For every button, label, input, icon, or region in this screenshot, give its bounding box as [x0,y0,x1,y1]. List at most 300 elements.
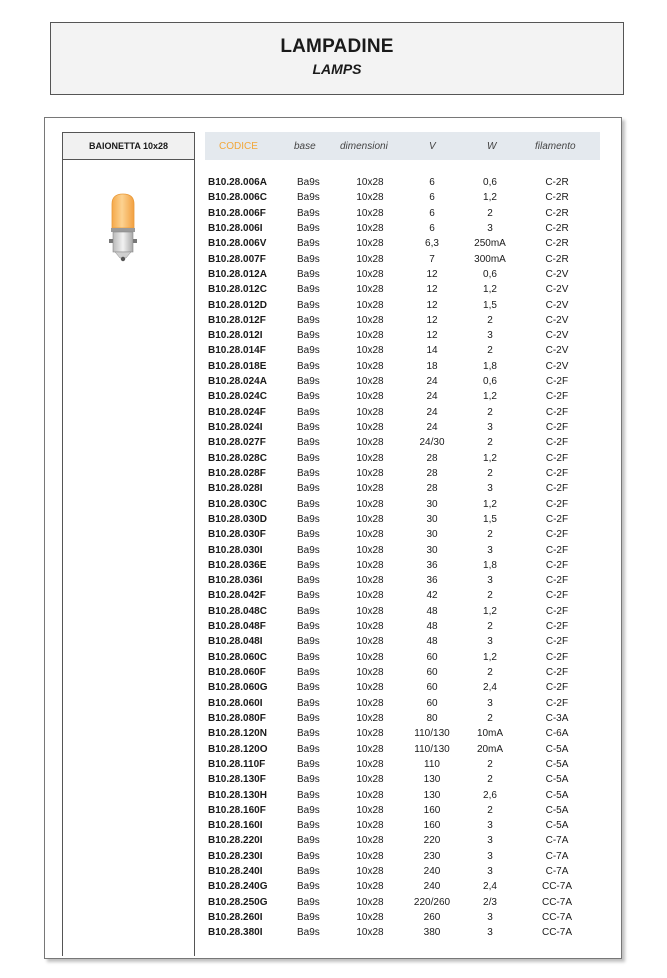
cell-dimensioni: 10x28 [356,575,384,587]
cell-code: B10.28.024A [208,376,267,388]
cell-code: B10.28.028C [208,452,267,464]
cell-code: B10.28.014F [208,345,266,357]
table-row [205,910,600,925]
cell-base: Ba9s [297,529,320,541]
cell-power: 3 [487,927,493,939]
cell-code: B10.28.006A [208,177,267,188]
cell-filament: C-2F [545,422,569,433]
cell-power: 2 [487,667,493,678]
cell-dimensioni: 10x28 [356,697,384,709]
cell-power: 1,8 [483,360,497,372]
cell-filament: C-7A [545,850,569,862]
cell-dimensioni: 10x28 [356,238,384,250]
cell-base: Ba9s [297,774,320,786]
cell-base: Ba9s [297,406,320,418]
cell-voltage: 12 [426,268,438,280]
cell-dimensioni: 10x28 [356,529,384,541]
cell-base: Ba9s [297,253,320,265]
cell-code: B10.28.160F [208,804,266,816]
cell-power: 3 [487,820,493,832]
cell-filament: C-2F [545,621,569,633]
page-subtitle: LAMPS [312,61,362,77]
cell-voltage: 60 [426,682,438,694]
cell-power: 2 [487,529,493,541]
cell-power: 2 [487,758,493,770]
cell-power: 3 [487,222,493,234]
cell-filament: C-2F [545,590,569,602]
cell-dimensioni: 10x28 [356,207,384,219]
cell-power: 2 [487,712,493,724]
cell-voltage: 6,3 [425,238,439,250]
cell-base: Ba9s [297,238,320,250]
cell-voltage: 6 [429,192,435,204]
table-row [205,650,600,665]
cell-filament: C-2R [545,207,569,219]
table-row [205,604,600,619]
table-row [205,374,600,389]
cell-filament: C-2F [545,575,569,587]
cell-code: B10.28.030D [208,513,267,525]
cell-power: 10mA [476,728,504,740]
cell-code: B10.28.012C [208,284,267,296]
table-row [205,175,600,190]
cell-code: B10.28.012I [208,330,263,342]
cell-power: 3 [487,835,493,847]
cell-base: Ba9s [297,636,320,648]
cell-power: 2 [487,314,493,326]
cell-voltage: 130 [423,774,441,786]
cell-power: 2 [487,621,493,633]
cell-voltage: 7 [429,253,435,265]
cell-filament: C-2F [545,376,569,388]
cell-voltage: 18 [426,360,438,372]
table-row [205,527,600,542]
cell-code: B10.28.120N [208,728,267,740]
cell-power: 2 [487,590,493,602]
cell-voltage: 42 [426,590,438,602]
cell-dimensioni: 10x28 [356,804,384,816]
cell-base: Ba9s [297,422,320,433]
cell-base: Ba9s [297,330,320,342]
cell-code: B10.28.048F [208,621,266,633]
table-row [205,221,600,236]
cell-power: 3 [487,636,493,648]
cell-voltage: 28 [426,467,438,479]
cell-voltage: 130 [423,789,441,801]
cell-filament: CC-7A [541,896,572,908]
cell-code: B10.28.130F [208,774,266,786]
cell-voltage: 110/130 [414,743,450,755]
cell-voltage: 6 [429,177,435,188]
cell-voltage: 24 [426,406,438,418]
table-row [205,435,600,450]
cell-filament: C-5A [545,774,569,786]
cell-base: Ba9s [297,345,320,357]
cell-voltage: 12 [426,314,438,326]
table-row [205,481,600,496]
cell-base: Ba9s [297,605,320,617]
cell-power: 3 [487,575,493,587]
cell-code: B10.28.048I [208,636,263,648]
cell-code: B10.28.030F [208,529,266,541]
cell-dimensioni: 10x28 [356,483,384,495]
cell-dimensioni: 10x28 [356,820,384,832]
cell-dimensioni: 10x28 [356,452,384,464]
table-row [205,558,600,573]
cell-filament: C-5A [545,804,569,816]
cell-dimensioni: 10x28 [356,330,384,342]
cell-filament: C-2R [545,177,569,188]
product-panel [44,117,622,959]
cell-voltage: 220/260 [413,896,451,908]
cell-dimensioni: 10x28 [356,222,384,234]
cell-base: Ba9s [297,881,320,893]
cell-filament: C-2V [545,299,569,311]
cell-dimensioni: 10x28 [356,177,384,188]
cell-code: B10.28.260I [208,912,263,923]
cell-dimensioni: 10x28 [356,498,384,510]
cell-voltage: 60 [426,651,438,663]
cell-power: 1,2 [483,651,497,663]
cell-code: B10.28.130H [208,789,267,801]
cell-code: B10.28.028F [208,467,266,479]
cell-power: 250mA [474,238,506,250]
table-row [205,742,600,757]
table-row [205,236,600,251]
table-row [205,543,600,558]
cell-voltage: 160 [423,804,441,816]
cell-dimensioni: 10x28 [356,636,384,648]
table-row [205,405,600,420]
cell-dimensioni: 10x28 [356,284,384,296]
cell-filament: C-2F [545,452,569,464]
cell-code: B10.28.007F [208,253,266,265]
cell-voltage: 24/30 [419,437,445,449]
cell-power: 2/3 [483,896,497,908]
cell-base: Ba9s [297,314,320,326]
cell-voltage: 380 [423,927,441,939]
cell-filament: C-2V [545,345,569,357]
cell-voltage: 240 [423,881,441,893]
cell-dimensioni: 10x28 [356,605,384,617]
cell-dimensioni: 10x28 [356,314,384,326]
cell-dimensioni: 10x28 [356,513,384,525]
cell-code: B10.28.380I [208,927,263,939]
cell-dimensioni: 10x28 [356,544,384,556]
cell-code: B10.28.018E [208,360,267,372]
cell-dimensioni: 10x28 [356,912,384,923]
cell-dimensioni: 10x28 [356,406,384,418]
cell-voltage: 60 [426,667,438,678]
cell-voltage: 12 [426,299,438,311]
cell-filament: C-7A [545,866,569,878]
cell-code: B10.28.220I [208,835,263,847]
cell-base: Ba9s [297,559,320,571]
cell-filament: C-6A [545,728,569,740]
col-v: V [429,141,436,152]
cell-voltage: 24 [426,391,438,403]
cell-dimensioni: 10x28 [356,850,384,862]
cell-dimensioni: 10x28 [356,881,384,893]
cell-filament: C-2R [545,192,569,204]
table-row [205,497,600,512]
cell-dimensioni: 10x28 [356,422,384,433]
cell-base: Ba9s [297,789,320,801]
cell-power: 0,6 [483,376,497,388]
table-row [205,206,600,221]
cell-base: Ba9s [297,575,320,587]
table-row [205,298,600,313]
cell-base: Ba9s [297,866,320,878]
cell-base: Ba9s [297,268,320,280]
cell-code: B10.28.027F [208,437,266,449]
cell-code: B10.28.030C [208,498,267,510]
cell-filament: C-2V [545,268,569,280]
cell-base: Ba9s [297,835,320,847]
cell-filament: C-2V [545,330,569,342]
cell-base: Ba9s [297,697,320,709]
cell-voltage: 30 [426,513,438,525]
table-row [205,619,600,634]
cell-voltage: 230 [423,850,441,862]
cell-base: Ba9s [297,437,320,449]
table-row [205,588,600,603]
cell-voltage: 260 [423,912,441,923]
cell-voltage: 240 [423,866,441,878]
table-row [205,788,600,803]
table-body [205,175,600,941]
cell-filament: C-2F [545,544,569,556]
cell-base: Ba9s [297,850,320,862]
category-label: BAIONETTA 10x28 [63,132,194,160]
table-row [205,512,600,527]
cell-filament: C-2F [545,483,569,495]
cell-base: Ba9s [297,651,320,663]
table-row [205,451,600,466]
table-row [205,573,600,588]
cell-base: Ba9s [297,207,320,219]
cell-base: Ba9s [297,192,320,204]
cell-base: Ba9s [297,513,320,525]
cell-power: 3 [487,912,493,923]
cell-code: B10.28.006I [208,222,263,234]
cell-filament: CC-7A [541,927,572,939]
cell-power: 2 [487,406,493,418]
table-row [205,359,600,374]
cell-code: B10.28.012D [208,299,267,311]
cell-dimensioni: 10x28 [356,758,384,770]
cell-base: Ba9s [297,467,320,479]
cell-dimensioni: 10x28 [356,391,384,403]
cell-power: 2 [487,467,493,479]
cell-base: Ba9s [297,728,320,740]
cell-filament: C-3A [545,712,569,724]
table-row [205,420,600,435]
cell-dimensioni: 10x28 [356,621,384,633]
cell-base: Ba9s [297,743,320,755]
cell-voltage: 160 [423,820,441,832]
table-row [205,328,600,343]
cell-power: 3 [487,483,493,495]
cell-power: 3 [487,697,493,709]
lamp-bulb-icon [106,192,140,264]
cell-filament: C-2F [545,667,569,678]
cell-base: Ba9s [297,927,320,939]
cell-power: 3 [487,422,493,433]
cell-filament: C-2F [545,391,569,403]
cell-code: B10.28.240I [208,866,263,878]
col-w: W [487,141,497,152]
cell-dimensioni: 10x28 [356,667,384,678]
cell-filament: C-5A [545,789,569,801]
cell-dimensioni: 10x28 [356,728,384,740]
cell-filament: C-2F [545,406,569,418]
table-row [205,634,600,649]
cell-filament: CC-7A [541,881,572,893]
cell-base: Ba9s [297,498,320,510]
cell-filament: C-2F [545,437,569,449]
cell-power: 20mA [476,743,504,755]
col-dimensioni: dimensioni [340,141,388,152]
table-row [205,711,600,726]
cell-base: Ba9s [297,483,320,495]
cell-dimensioni: 10x28 [356,268,384,280]
table-row [205,925,600,940]
cell-code: B10.28.060C [208,651,267,663]
cell-voltage: 60 [426,697,438,709]
table-row [205,803,600,818]
cell-power: 1,5 [483,513,497,525]
cell-dimensioni: 10x28 [356,559,384,571]
table-row [205,849,600,864]
cell-base: Ba9s [297,682,320,694]
table-row [205,818,600,833]
cell-code: B10.28.060I [208,697,263,709]
table-row [205,772,600,787]
cell-dimensioni: 10x28 [356,467,384,479]
table-row [205,757,600,772]
table-row [205,680,600,695]
cell-code: B10.28.036E [208,559,267,571]
table-row [205,343,600,358]
cell-filament: C-2F [545,559,569,571]
cell-power: 2,6 [483,789,497,801]
table-row [205,282,600,297]
col-base: base [294,141,316,152]
cell-code: B10.28.006V [208,238,267,250]
cell-voltage: 12 [426,284,438,296]
cell-power: 2,4 [483,682,497,694]
cell-filament: C-5A [545,758,569,770]
cell-base: Ba9s [297,896,320,908]
cell-dimensioni: 10x28 [356,299,384,311]
cell-dimensioni: 10x28 [356,192,384,204]
table-row [205,864,600,879]
table-row [205,833,600,848]
cell-filament: C-2V [545,314,569,326]
cell-power: 1,2 [483,284,497,296]
cell-dimensioni: 10x28 [356,590,384,602]
cell-code: B10.28.120O [208,743,268,755]
cell-code: B10.28.240G [208,881,268,893]
cell-dimensioni: 10x28 [356,743,384,755]
cell-filament: C-2V [545,284,569,296]
cell-dimensioni: 10x28 [356,682,384,694]
cell-base: Ba9s [297,590,320,602]
table-row [205,665,600,680]
cell-base: Ba9s [297,912,320,923]
cell-power: 2 [487,774,493,786]
cell-code: B10.28.036I [208,575,263,587]
cell-power: 1,2 [483,192,497,204]
cell-code: B10.28.028I [208,483,263,495]
cell-dimensioni: 10x28 [356,712,384,724]
cell-power: 2 [487,207,493,219]
table-row [205,879,600,894]
cell-power: 2 [487,437,493,449]
cell-base: Ba9s [297,391,320,403]
cell-voltage: 48 [426,621,438,633]
cell-voltage: 48 [426,636,438,648]
cell-filament: C-2R [545,222,569,234]
cell-base: Ba9s [297,712,320,724]
cell-filament: C-2R [545,238,569,250]
cell-dimensioni: 10x28 [356,866,384,878]
cell-voltage: 110/130 [414,728,450,740]
cell-power: 2 [487,345,493,357]
table-row [205,389,600,404]
cell-power: 0,6 [483,177,497,188]
cell-voltage: 28 [426,483,438,495]
cell-voltage: 36 [426,575,438,587]
cell-filament: C-2F [545,636,569,648]
cell-base: Ba9s [297,299,320,311]
cell-code: B10.28.006F [208,207,266,219]
cell-code: B10.28.024C [208,391,267,403]
cell-power: 2,4 [483,881,497,893]
cell-power: 2 [487,804,493,816]
cell-base: Ba9s [297,621,320,633]
cell-code: B10.28.048C [208,605,267,617]
cell-voltage: 220 [423,835,441,847]
cell-filament: C-2F [545,605,569,617]
cell-code: B10.28.042F [208,590,266,602]
cell-power: 3 [487,544,493,556]
cell-dimensioni: 10x28 [356,253,384,265]
cell-voltage: 30 [426,544,438,556]
cell-dimensioni: 10x28 [356,360,384,372]
cell-code: B10.28.024F [208,406,266,418]
cell-filament: C-5A [545,743,569,755]
cell-code: B10.28.080F [208,712,266,724]
page-title: LAMPADINE [280,36,394,57]
cell-filament: C-2F [545,651,569,663]
cell-voltage: 28 [426,452,438,464]
cell-voltage: 30 [426,498,438,510]
cell-power: 1,8 [483,559,497,571]
cell-dimensioni: 10x28 [356,835,384,847]
cell-base: Ba9s [297,376,320,388]
cell-filament: C-5A [545,820,569,832]
table-row [205,895,600,910]
cell-base: Ba9s [297,820,320,832]
cell-voltage: 6 [429,222,435,234]
cell-power: 1,2 [483,605,497,617]
cell-filament: C-2F [545,498,569,510]
cell-voltage: 24 [426,422,438,433]
cell-code: B10.28.110F [208,758,266,770]
cell-filament: C-2R [545,253,569,265]
